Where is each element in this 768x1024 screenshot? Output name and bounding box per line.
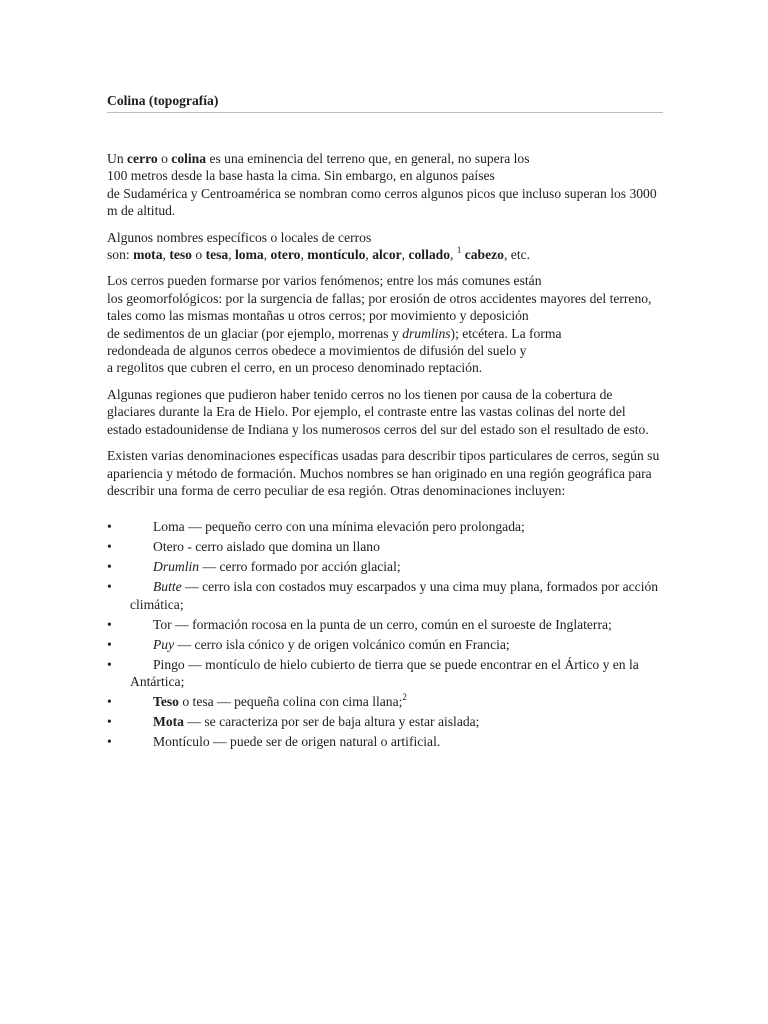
list-term: Mota [153,714,184,730]
list-term: Otero [153,539,184,555]
paragraph-formation [107,272,663,376]
footnote-ref[interactable]: 2 [402,691,407,702]
name-teso: teso [169,247,192,263]
name-mota: mota [133,247,163,263]
footnote-ref[interactable]: 1 [456,244,462,255]
document-title: Colina (topografía) [107,91,663,113]
text-run: son: [107,247,134,263]
list-desc: — pequeño cerro con una mínima elevación pero prolongada; [184,519,525,535]
text-run: Los cerros pueden formarse por varios fenómenos; entre los más comunes están [107,273,542,289]
list-item-monticulo [107,733,663,750]
text-run: Algunos nombres específicos o locales de cerros [107,229,372,245]
name-monticulo: montículo [307,247,366,263]
term-colina: colina [171,151,207,166]
bullet-icon [107,538,121,555]
name-loma: loma [235,247,264,263]
text-run: 100 metros desde la base hasta la cima. Sin embargo, en algunos países [107,168,495,184]
text-run: de Sudamérica y Centroamérica se nombran como cerros algunos picos que incluso superan los 3000 m de altitud. [107,185,657,219]
separator: , [450,247,457,263]
list-desc: — cerro isla cónico y de origen volcánico común en Francia; [174,636,510,652]
list-desc: - cerro aislado que domina un llano [183,539,380,555]
text-run: , etc. [503,247,531,263]
list-term: Butte [153,579,182,595]
text-run: redondeada de algunos cerros obedece a movimientos de difusión del suelo y [107,343,527,359]
list-item-butte [107,578,663,613]
separator: , [365,247,373,263]
bullet-icon [107,733,121,750]
list-item-mota [107,713,663,730]
bullet-icon [107,518,121,535]
text-run: ); etcétera. La forma [450,325,562,341]
denominations-list [107,518,663,750]
bullet-icon [107,713,121,730]
list-desc: — formación rocosa en la punta de un cerro, común en el suroeste de Inglaterra; [171,616,612,632]
paragraph-glaciers: Algunas regiones que pudieron haber tenido cerros no los tienen por causa de la cobertura de glaciares durante la Era de Hielo. Por ejemplo, el contraste entre las vastas colinas del norte del estado estadounidense de Indiana y los numerosos cerros del sur del estado son el resultado de esto. [107,386,649,437]
name-cabezo: cabezo [464,247,504,263]
list-term: Montículo [153,734,210,750]
bullet-icon [107,693,121,710]
paragraph-definition [107,150,663,220]
list-desc: o tesa — pequeña colina con cima llana; [178,694,403,710]
name-tesa: tesa [205,247,229,263]
text-run: a regolitos que cubren el cerro, en un proceso denominado reptación. [107,360,483,376]
bullet-icon [107,656,121,673]
list-item-teso [107,693,663,710]
separator: , [162,247,170,263]
text-run: es una eminencia del terreno que, en general, no supera los [206,151,530,166]
paragraph-denominations: Existen varias denominaciones específicas usadas para describir tipos particulares de cerros, según su apariencia y método de formación. Muchos nombres se han originado en una región geográfica para describir una forma de cerro peculiar de esa región. Otras denominaciones incluyen: [107,448,660,498]
name-collado: collado [408,247,451,263]
name-otero: otero [270,247,301,263]
term-cerro: cerro [127,151,158,166]
bullet-icon [107,636,121,653]
list-item-pingo [107,656,663,691]
list-item-drumlin [107,558,663,575]
bullet-icon [107,578,121,595]
separator: , [228,247,236,263]
document-body [107,91,663,753]
separator: , [300,247,308,263]
list-term: Puy [153,636,175,652]
list-term: Loma [153,519,185,535]
separator: , [263,247,271,263]
list-desc: — se caracteriza por ser de baja altura y estar aislada; [183,714,480,730]
text-run: o [157,151,172,166]
list-term: Tor [153,616,172,632]
list-item-puy [107,636,663,653]
separator: o [191,247,206,263]
list-term: Pingo [153,656,185,672]
list-desc: — puede ser de origen natural o artificial. [209,734,441,750]
bullet-icon [107,558,121,575]
list-desc: — montículo de hielo cubierto de tierra que se puede encontrar en el Ártico y en la Antártica; [130,656,639,690]
separator: , [401,247,409,263]
text-run: de sedimentos de un glaciar (por ejemplo, morrenas y [107,325,403,341]
list-desc: — cerro formado por acción glacial; [199,559,401,575]
paragraph-local-names [107,229,663,264]
list-desc: — cerro isla con costados muy escarpados y una cima muy plana, formados por acción climática; [130,579,659,612]
bullet-icon [107,616,121,633]
list-term: Teso [153,694,179,710]
text-run: Un [107,151,128,166]
list-item-loma [107,518,663,535]
list-item-tor [107,616,663,633]
term-drumlins: drumlins [402,325,451,341]
text-run: los geomorfológicos: por la surgencia de fallas; por erosión de otros accidentes mayores del terreno, tales como las mismas montañas u otros cerros; por movimiento y deposición [107,290,652,324]
list-term: Drumlin [153,559,200,575]
list-item-otero [107,538,663,555]
name-alcor: alcor [372,247,402,263]
